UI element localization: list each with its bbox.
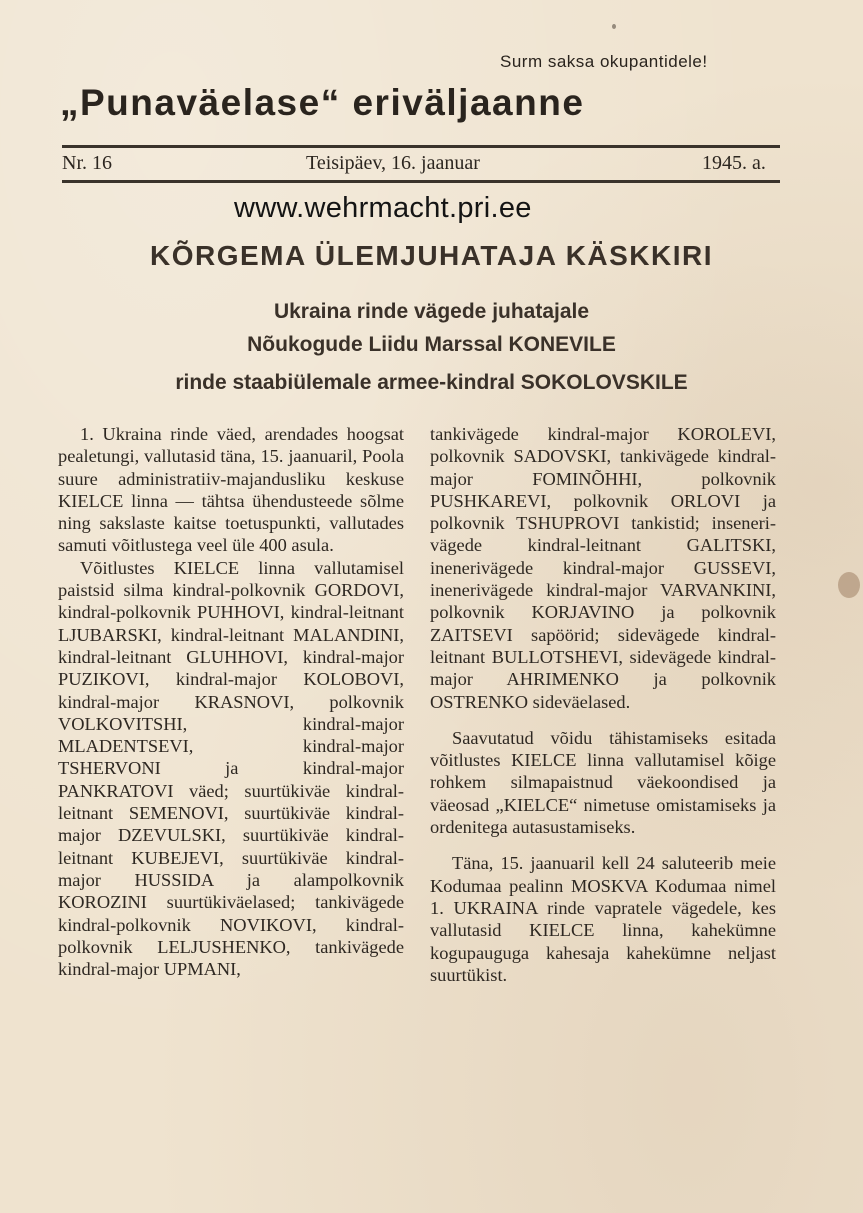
body-paragraph: 1. Ukraina rinde väed, arendades hoogsat pealetungi, vallutasid täna, 15. jaanuaril, Poola suure administratiiv-majandusliku keskuse KIELCE linna — tähtsa ühendusteede sõlme ning sakslaste kaitse toetuspunkti, vallutades samuti võitlustega veel üle 400 asula.: [58, 424, 404, 556]
paper-stain: [838, 572, 860, 598]
paper-speck: [612, 24, 616, 29]
newspaper-masthead: „Punaväelase“ eriväljaanne: [60, 82, 585, 123]
addressee-line-1: Ukraina rinde vägede juhatajale: [273, 300, 590, 323]
right-column: [430, 423, 776, 986]
body-paragraph: Täna, 15. jaanuaril kell 24 saluteerib meie Kodumaa pealinn MOSKVA Kodumaa nimel 1. UKRAINA rinde vapratele vägedele, kes vallutasid KIELCE linna, kahekümne kogupauguga kahesaja kahekümne neljast suurtükist.: [430, 853, 776, 985]
slogan: Surm saksa okupantidele!: [500, 52, 708, 71]
issue-year: 1945. a.: [702, 152, 766, 174]
top-rule: [62, 145, 780, 148]
left-column: [58, 423, 404, 980]
body-paragraph: Võitlustes KIELCE linna vallutamisel paistsid silma kindral-polkovnik GORDOVI, kindral-polkovnik PUHHOVI, kindral-leitnant LJUBARSKI, kindral-leitnant MALANDINI, kindral-leitnant GLUHHOVI, kindral-major PUZIKOVI, kindral-major KOLOBOVI, kindral-major KRASNOVI, polkovnik VOLKOVITSHI, kindral-major MLADENTSEVI, kindral-major TSHERVONI ja kindral-major PANKRATOVI väed; suurtükiväe kindral-leitnant SEMENOVI, suurtükiväe kindral-major DZEVULSKI, suurtükiväe kindral-leitnant KUBEJEVI, suurtükiväe kindral-major HUSSIDA ja alampolkovnik KOROZINI suurtükiväelased; tankivägede kindral-polkovnik NOVIKOVI, kindral-polkovnik LELJUSHENKO, tankivägede kindral-major UPMANI,: [58, 557, 404, 980]
order-headline: KÕRGEMA ÜLEMJUHATAJA KÄSKKIRI: [149, 240, 714, 271]
body-paragraph: Saavutatud võidu tähistamiseks esitada võitlustes KIELCE linna vallutamisel kõige rohkem silmapaistnud väekoondised ja väeosad „KIELCE“ nimetuse omistamiseks ja ordenitega autasustamiseks.: [430, 727, 776, 838]
addressee-line-3: rinde staabiülemale armee-kindral SOKOLOVSKILE: [175, 371, 688, 394]
watermark-url: www.wehrmacht.pri.ee: [234, 192, 532, 224]
issue-date: Teisipäev, 16. jaanuar: [306, 152, 480, 174]
issue-number: Nr. 16: [62, 152, 112, 174]
body-paragraph: tankivägede kindral-major KOROLEVI, polkovnik SADOVSKI, tankivägede kindral-major FOMINÕHHI, polkovnik PUSHKAREVI, polkovnik ORLOVI ja polkovnik TSHUPROVI tankistid; inseneri-vägede kindral-leitnant GALITSKI, inenerivägede kindral-major GUSSEVI, inenerivägede kindral-major VARVANKINI, polkovnik KORJAVINO ja polkovnik ZAITSEVI sapöörid; sidevägede kindral-leitnant BULLOTSHEVI, sidevägede kindral-major AHRIMENKO ja polkovnik OSTRENKO sideväelased.: [430, 424, 776, 712]
addressee-line-2: Nõukogude Liidu Marssal KONEVILE: [247, 333, 616, 356]
bottom-rule: [62, 180, 780, 183]
